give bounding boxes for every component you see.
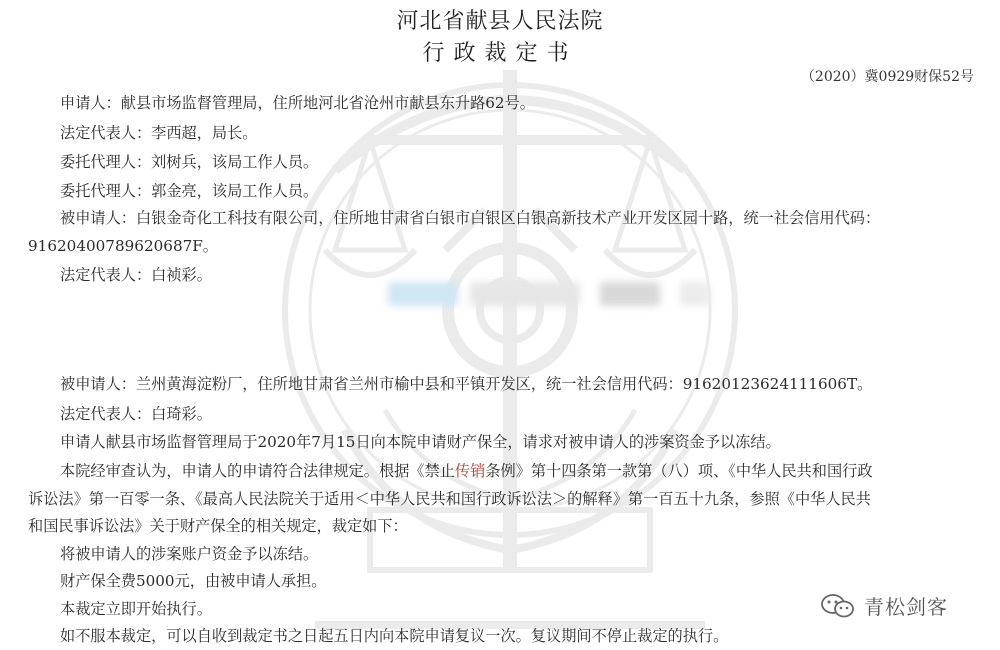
court-name: 河北省献县人民法院: [396, 9, 604, 34]
respondent-1-credit-code: 91620400789620687F。: [28, 237, 218, 255]
agent-line-1: 委托代理人：刘树兵，该局工作人员。: [60, 153, 319, 171]
applicant-line: 申请人：献县市场监督管理局，住所地河北省沧州市献县东升路62号。: [60, 94, 535, 112]
highlighted-keyword: 传销: [454, 462, 486, 480]
redaction-blur: [470, 282, 580, 306]
redaction-blur: [600, 282, 660, 306]
ruling-item-3: 本裁定立即开始执行。: [60, 600, 212, 618]
agent-line-2: 委托代理人：郭金亮，该局工作人员。: [60, 182, 319, 200]
account-watermark: [820, 591, 948, 620]
ruling-item-1: 将被申请人的涉案账户资金予以冻结。: [60, 545, 319, 563]
reasoning-line-2: 诉讼法》第一百零一条、《最高人民法院关于适用＜中华人民共和国行政诉讼法＞的解释》第一百五十九条，参照《中华人民共: [28, 490, 871, 508]
reasoning-text: 本院经审查认为，申请人的申请符合法律规定。根据《禁止: [60, 462, 455, 480]
redaction-blur: [680, 282, 710, 306]
respondent-2-representative-line: 法定代表人：白琦彩。: [60, 405, 212, 423]
respondent-1-line: 被申请人：白银金奇化工科技有限公司，住所地甘肃省白银市白银区白银高新技术产业开发区园十路，统一社会信用代码：: [60, 209, 881, 227]
reasoning-text: 条例》第十四条第一款第（八）项、《中华人民共和国行政: [485, 462, 873, 480]
ruling-item-2: 财产保全费5000元，由被申请人承担。: [60, 572, 327, 590]
request-paragraph: 申请人献县市场监督管理局于2020年7月15日向本院申请财产保全，请求对被申请人的涉案资金予以冻结。: [60, 433, 781, 451]
respondent-1-representative-line: 法定代表人：白祯彩。: [60, 266, 212, 284]
respondent-2-line: 被申请人：兰州黄海淀粉厂，住所地甘肃省兰州市榆中县和平镇开发区，统一社会信用代码：91620123624111606T。: [60, 375, 873, 393]
reasoning-line-3: 和国民事诉讼法》关于财产保全的相关规定，裁定如下：: [28, 517, 408, 535]
watermark-text: 青松剑客: [864, 595, 948, 619]
redaction-blur: [388, 282, 458, 306]
wechat-icon: [820, 593, 856, 619]
reasoning-line-1: [60, 460, 873, 481]
ruling-item-4: 如不服本裁定，可以自收到裁定书之日起五日内向本院申请复议一次。复议期间不停止裁定的执行。: [60, 627, 729, 645]
case-number: （2020）冀0929财保52号: [800, 69, 974, 85]
applicant-representative-line: 法定代表人：李西超，局长。: [60, 124, 258, 142]
document-type-title: 行政裁定书: [422, 41, 578, 66]
